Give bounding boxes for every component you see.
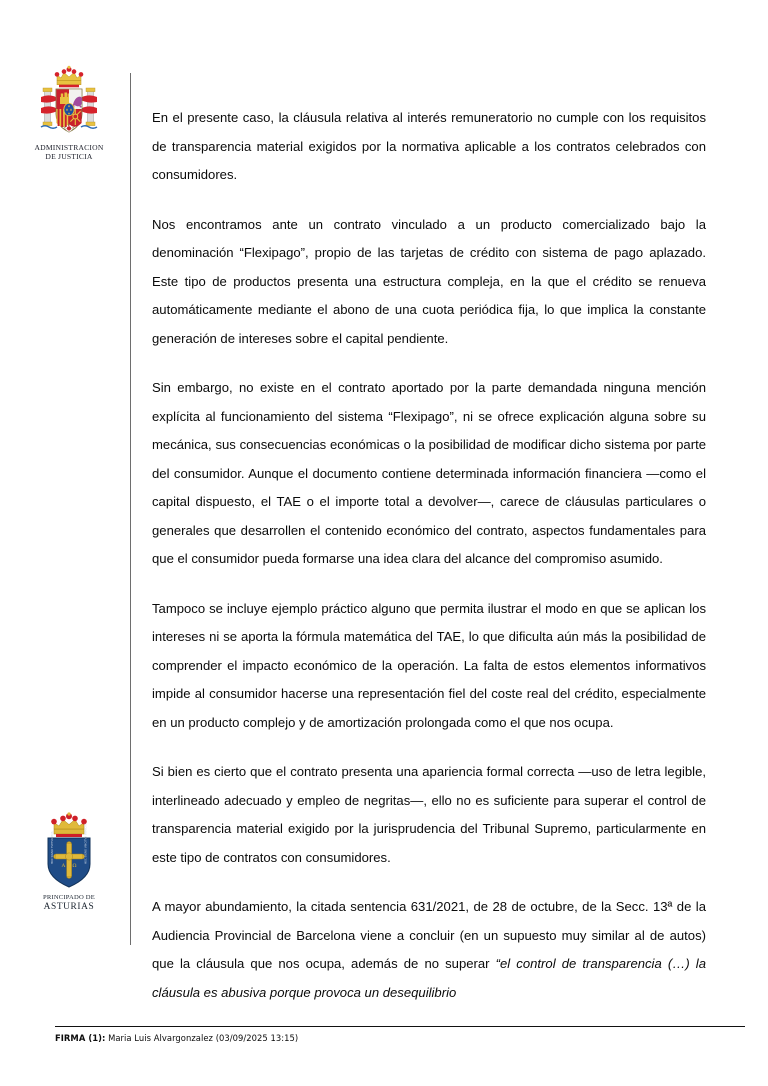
paragraph-6-quote: “el control de transparencia (…) la cláusula es abusiva porque provoca un desequilibrio	[152, 956, 706, 1000]
svg-text:HOC SIGNO TVETVR PIVS: HOC SIGNO TVETVR PIVS	[51, 831, 55, 864]
signature-timestamp: (03/09/2025 13:15)	[215, 1033, 299, 1044]
paragraph-1: En el presente caso, la cláusula relativa al interés remuneratorio no cumple con los requisitos de transparencia material exigidos por la normativa aplicable a los contratos celebrados con consumidores.	[152, 110, 706, 182]
asturias-coat-of-arms-icon	[14, 812, 124, 894]
emblem-caption-justicia: ADMINISTRACION DE JUSTICIA	[34, 143, 104, 161]
footer	[55, 1026, 745, 1043]
svg-text:HOC SIGNO VINCITVR INIMICVS: HOC SIGNO VINCITVR INIMICVS	[84, 823, 88, 864]
paragraph-5: Si bien es cierto que el contrato presenta una apariencia formal correcta —uso de letra legible, interlineado adecuado y empleo de negritas—, ello no es suficiente para superar el control de transparencia material exigido por la jurisprudencia del Tribunal Supremo, particularmente en este tipo de contratos con consumidores.	[152, 764, 706, 865]
svg-text:Ω: Ω	[72, 863, 77, 869]
signature-label: FIRMA (1):	[55, 1033, 106, 1044]
document-body	[152, 104, 706, 1007]
emblem-principado-de-asturias	[14, 812, 124, 913]
emblem-caption-asturias: PRINCIPADO DE ASTURIAS	[42, 894, 95, 912]
spanish-coat-of-arms-icon	[14, 64, 124, 144]
paragraph-2: Nos encontramos ante un contrato vinculado a un producto comercializado bajo la denominación “Flexipago”, propio de las tarjetas de crédito con sistema de pago aplazado. Este tipo de productos presenta una estructura compleja, en la que el crédito se renueva automáticamente mediante el abono de una cuota periódica fija, lo que implica la constante generación de intereses sobre el capital pendiente.	[152, 216, 706, 346]
signature-name: Maria Luis Alvargonzalez	[108, 1033, 213, 1044]
emblem-administracion-de-justicia	[14, 64, 124, 162]
margin-column	[0, 0, 130, 1086]
paragraph-6	[152, 893, 706, 1007]
svg-text:Α: Α	[61, 863, 66, 869]
signature-line	[55, 1033, 745, 1043]
footer-divider	[55, 1026, 745, 1027]
paragraph-4: Tampoco se incluye ejemplo práctico alguno que permita ilustrar el modo en que se aplican los intereses ni se aporta la fórmula matemática del TAE, lo que dificulta aún más la posibilidad de comprender el impacto económico de la operación. La falta de estos elementos informativos impide al consumidor hacerse una representación fiel del coste real del crédito, especialmente en un producto complejo y de amortización prolongada como el que nos ocupa.	[152, 600, 706, 730]
margin-vertical-rule	[130, 73, 131, 945]
paragraph-6-lead: A mayor abundamiento, la citada sentencia 631/2021, de 28 de octubre, de la Secc. 13ª de la Audiencia Provincial de Barcelona viene a concluir (en un supuesto muy similar al de autos) que la cláusula que nos ocupa, además de no superar	[152, 899, 706, 971]
paragraph-3: Sin embargo, no existe en el contrato aportado por la parte demandada ninguna mención explícita al funcionamiento del sistema “Flexipago”, ni se ofrece explicación alguna sobre su mecánica, sus consecuencias económicas o la posibilidad de modificar dicho sistema por parte del consumidor. Aunque el documento contiene determinada información financiera —como el capital dispuesto, el TAE o el importe total a devolver—, carece de cláusulas particulares o generales que desarrollen el contenido económico del contrato, aspectos fundamentales para que el consumidor pueda formarse una idea clara del alcance del compromiso asumido.	[152, 380, 706, 566]
